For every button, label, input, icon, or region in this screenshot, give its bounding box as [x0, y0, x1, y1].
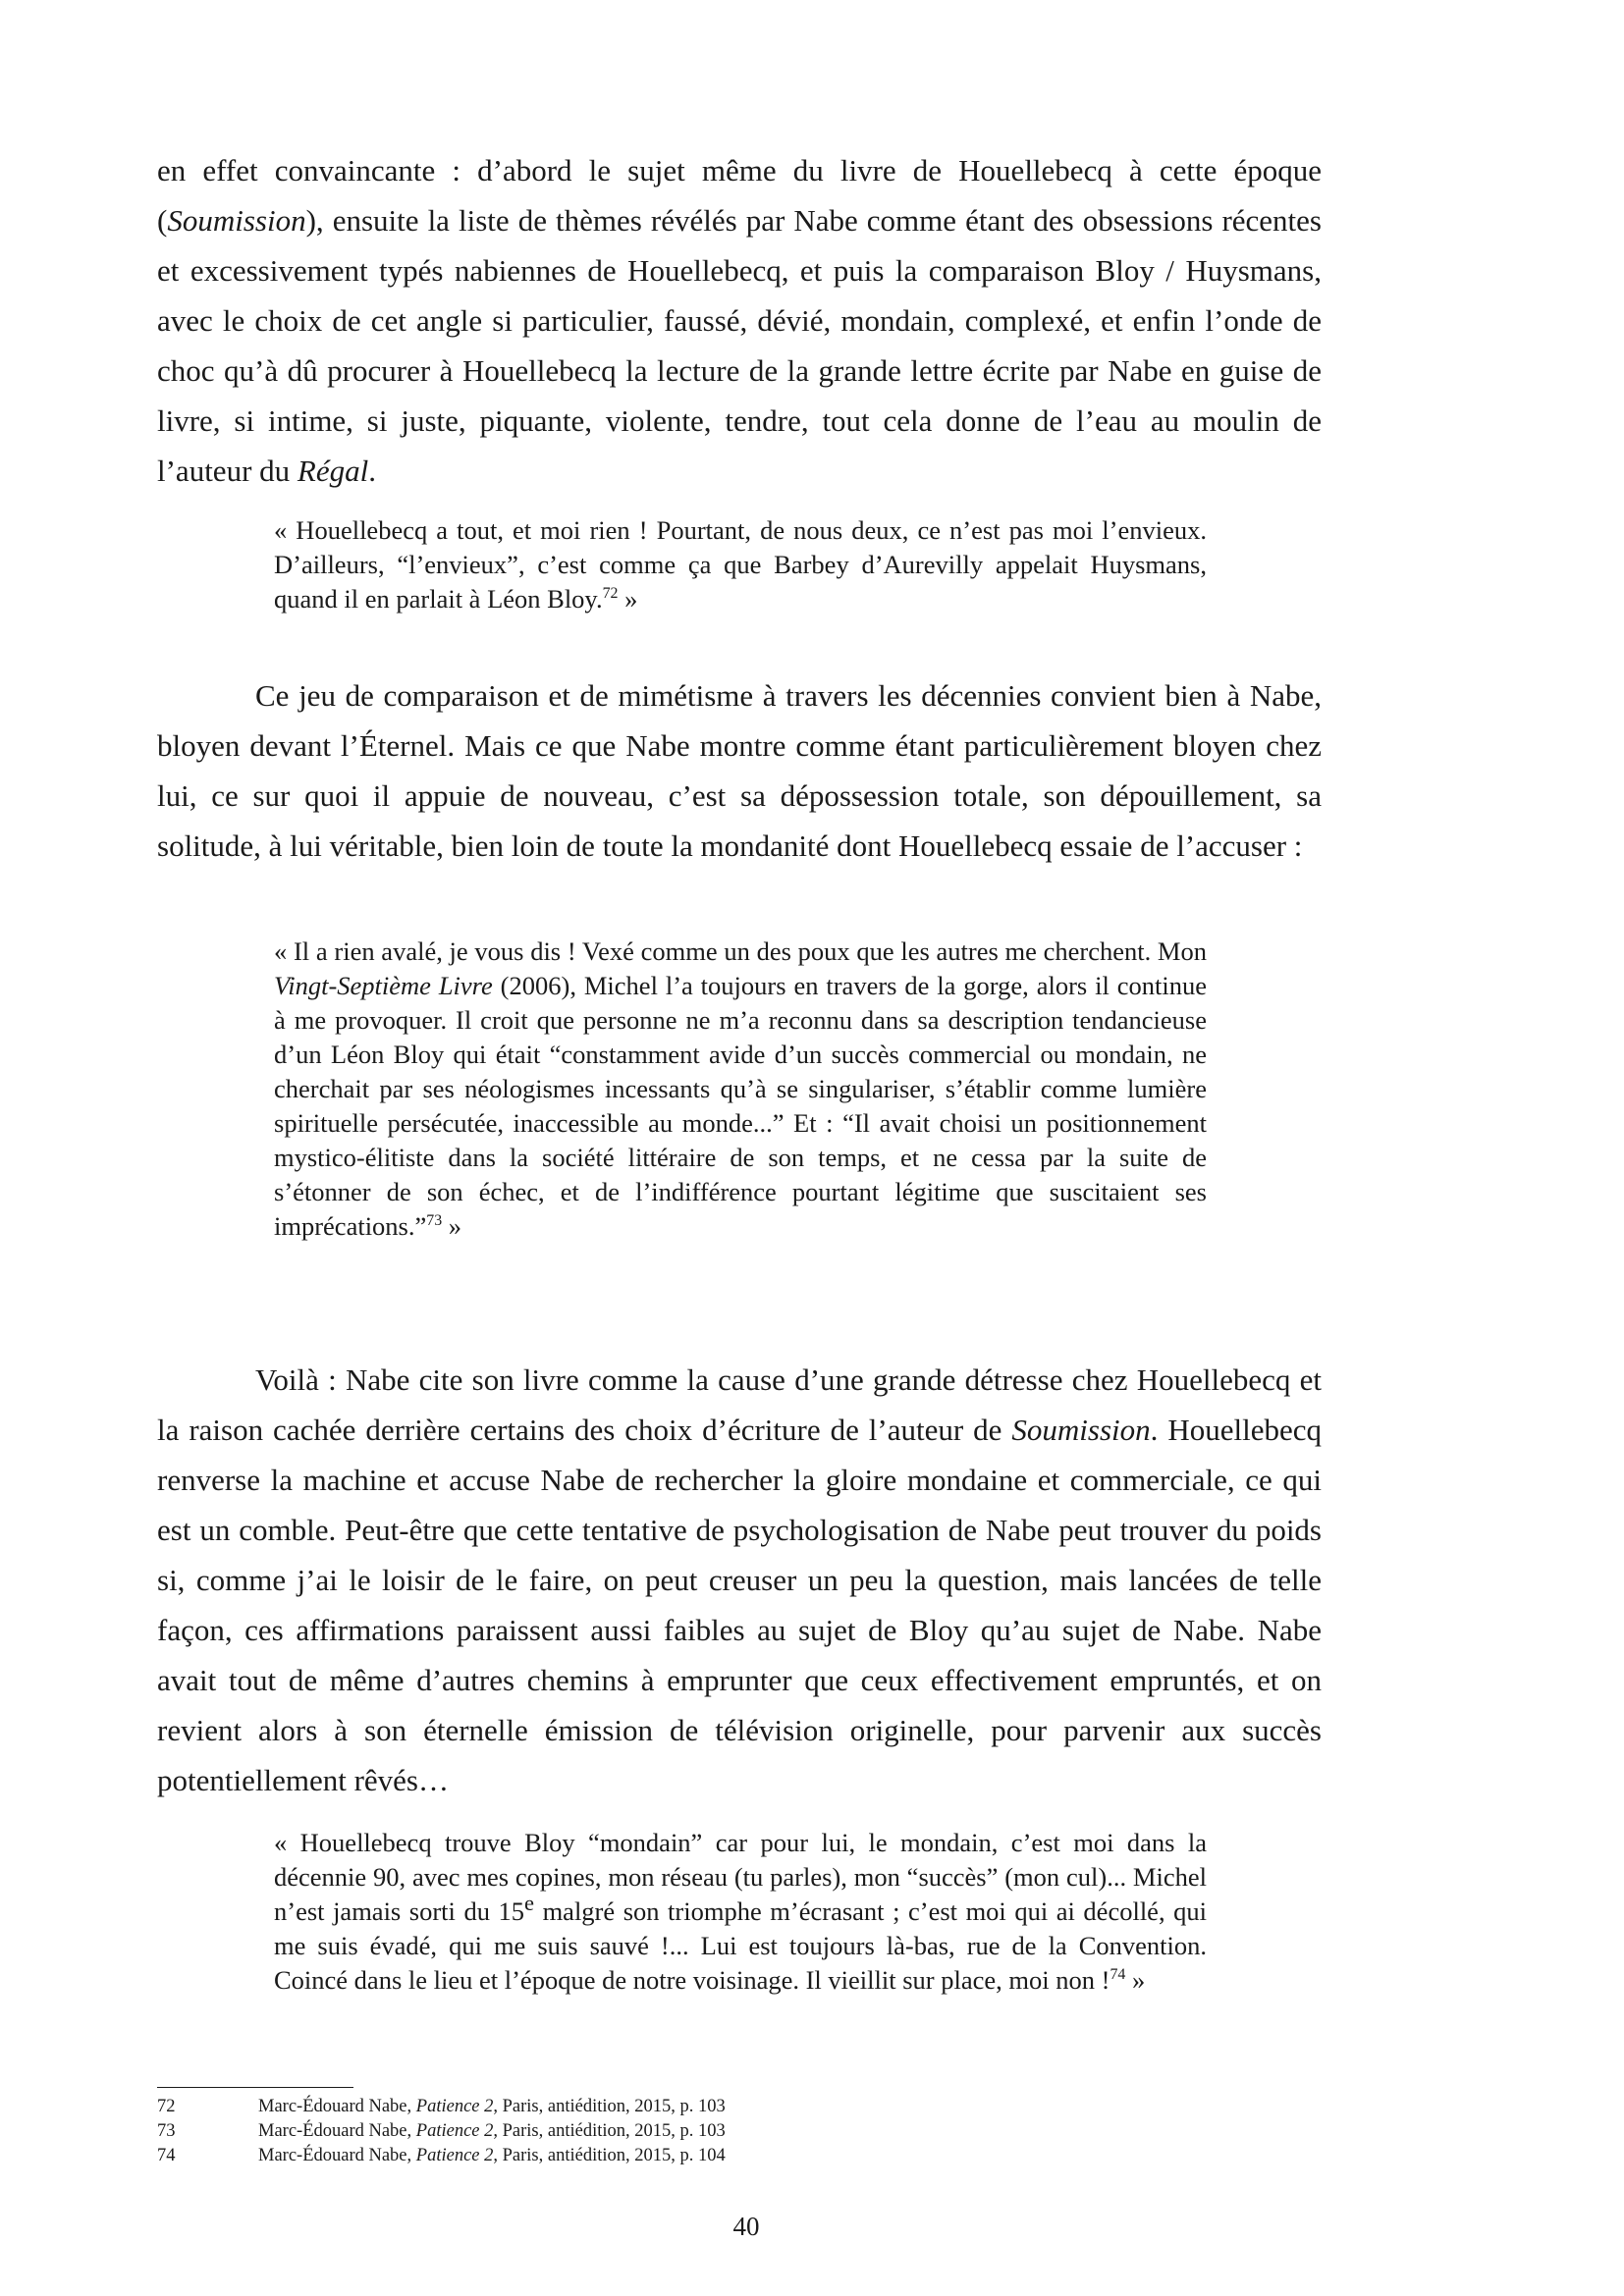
footnote-ref-74: 74 — [1110, 1966, 1126, 1984]
footnote-text — [258, 2095, 726, 2119]
footnote-number: 73 — [157, 2121, 176, 2141]
footnote-ref-73: 73 — [426, 1212, 443, 1230]
block-quote-3 — [274, 1826, 1207, 1998]
footnote-text — [258, 2119, 726, 2144]
paragraph-1 — [157, 145, 1322, 496]
footnote-publication: , Paris, antiédition, 2015, p. 104 — [493, 2146, 726, 2165]
footnote-73 — [157, 2119, 1041, 2144]
footnote-text — [258, 2144, 726, 2168]
footnote-author: Marc-Édouard Nabe, — [258, 2121, 416, 2141]
footnote-72 — [157, 2095, 1041, 2119]
page-number: 40 — [732, 2212, 760, 2241]
footnote-book-title: Patience 2 — [415, 2146, 494, 2165]
quote-2-text-a: « Il a rien avalé, je vous dis ! Vexé comme un des poux que les autres me cherchent. Mon — [274, 936, 1207, 966]
paragraph-3-text-a: Voilà : Nabe cite son livre comme la cause d’une grande détresse chez Houellebecq et la raison cachée derrière certains des choix d’écriture de l’auteur de — [157, 1362, 1322, 1447]
footnote-author: Marc-Édouard Nabe, — [258, 2097, 416, 2116]
book-title-soumission: Soumission — [167, 203, 306, 238]
quote-2-end: » — [442, 1211, 462, 1241]
footnote-number: 72 — [157, 2097, 176, 2116]
paragraph-1-text-c: . — [368, 454, 376, 488]
block-quote-1 — [274, 513, 1207, 616]
footnote-ref-72: 72 — [602, 585, 619, 603]
book-title-soumission-2: Soumission — [1011, 1413, 1151, 1447]
footnote-74 — [157, 2144, 1041, 2168]
ordinal-superscript: e — [524, 1891, 535, 1916]
footnote-separator — [157, 2087, 353, 2088]
footnote-book-title: Patience 2 — [415, 2121, 494, 2141]
quote-1-end: » — [618, 584, 638, 614]
quote-2-text-b: (2006), Michel l’a toujours en travers de la gorge, alors il continue à me provoquer. Il croit que personne ne m’a reconnu dans sa description tendancieuse d’un Léon Bloy qui était “constamment avide d’un succès commercial ou mondain, ne cherchait par ses néologismes incessants qu’à se singulariser, s’établir comme lumière spirituelle persécutée, inaccessible au monde...” Et : “Il avait choisi un positionnement mystico-élitiste dans la société littéraire de son temps, et ne cessa par la suite de s’étonner de son échec, et de l’indifférence pourtant légitime que suscitaient ses imprécations.” — [274, 971, 1207, 1241]
quote-1-text: « Houellebecq a tout, et moi rien ! Pourtant, de nous deux, ce n’est pas moi l’envieux. D’ailleurs, “l’envieux”, c’est comme ça que Barbey d’Aurevilly appelait Huysmans, quand il en parlait à Léon Bloy. — [274, 515, 1207, 614]
quote-3-end: » — [1125, 1965, 1146, 1995]
paragraph-2-text: Ce jeu de comparaison et de mimétisme à travers les décennies convient bien à Nabe, bloyen devant l’Éternel. Mais ce que Nabe montre comme étant particulièrement bloyen chez lui, ce sur quoi il appuie de nouveau, c’est sa dépossession totale, son dépouillement, sa solitude, à lui véritable, bien loin de toute la mondanité dont Houellebecq essaie de l’accuser : — [157, 678, 1322, 863]
footnote-author: Marc-Édouard Nabe, — [258, 2146, 416, 2165]
footnote-publication: , Paris, antiédition, 2015, p. 103 — [493, 2121, 726, 2141]
paragraph-1-text-a: en effet convaincante : d’abord le sujet même du livre de Houellebecq à cette époque ( — [157, 153, 1322, 238]
block-quote-2 — [274, 934, 1207, 1244]
footnote-publication: , Paris, antiédition, 2015, p. 103 — [493, 2097, 726, 2116]
paragraph-3-text-b: . Houellebecq renverse la machine et accuse Nabe de rechercher la gloire mondaine et commerciale, ce qui est un comble. Peut-être que cette tentative de psychologisation de Nabe peut trouver du poids si, comme j’ai le loisir de le faire, on peut creuser un peu la question, mais lancées de telle façon, ces affirmations paraissent aussi faibles au sujet de Bloy qu’au sujet de Nabe. Nabe avait tout de même d’autres chemins à emprunter que ceux effectivement empruntés, et on revient alors à son éternelle émission de télévision originelle, pour parvenir aux succès potentiellement rêvés… — [157, 1413, 1322, 1797]
footnote-book-title: Patience 2 — [415, 2097, 494, 2116]
book-title-regal: Régal — [297, 454, 369, 488]
paragraph-2 — [157, 670, 1322, 871]
paragraph-1-text-b: ), ensuite la liste de thèmes révélés par Nabe comme étant des obsessions récentes et excessivement typés nabiennes de Houellebecq, et puis la comparaison Bloy / Huysmans, avec le choix de cet angle si particulier, faussé, dévié, mondain, complexé, et enfin l’onde de choc qu’à dû procurer à Houellebecq la lecture de la grande lettre écrite par Nabe en guise de livre, si intime, si juste, piquante, violente, tendre, tout cela donne de l’eau au moulin de l’auteur du — [157, 203, 1322, 488]
quote-3-text-a: « Houellebecq trouve Bloy “mondain” car pour lui, le mondain, c’est moi dans la décennie 90, avec mes copines, mon réseau (tu parles), mon “succès” (mon cul)... Michel n’est jamais sorti du 15 — [274, 1828, 1207, 1926]
footnotes — [157, 2095, 1041, 2168]
footnote-number: 74 — [157, 2146, 176, 2165]
quote-3-text-b: malgré son triomphe m’écrasant ; c’est moi qui ai décollé, qui me suis évadé, qui me suis sauvé !... Lui est toujours là-bas, rue de la Convention. Coincé dans le lieu et l’époque de notre voisinage. Il vieillit sur place, moi non ! — [274, 1896, 1207, 1995]
paragraph-3 — [157, 1355, 1322, 1805]
book-title-vingt-septieme-livre: Vingt-Septième Livre — [274, 971, 493, 1000]
